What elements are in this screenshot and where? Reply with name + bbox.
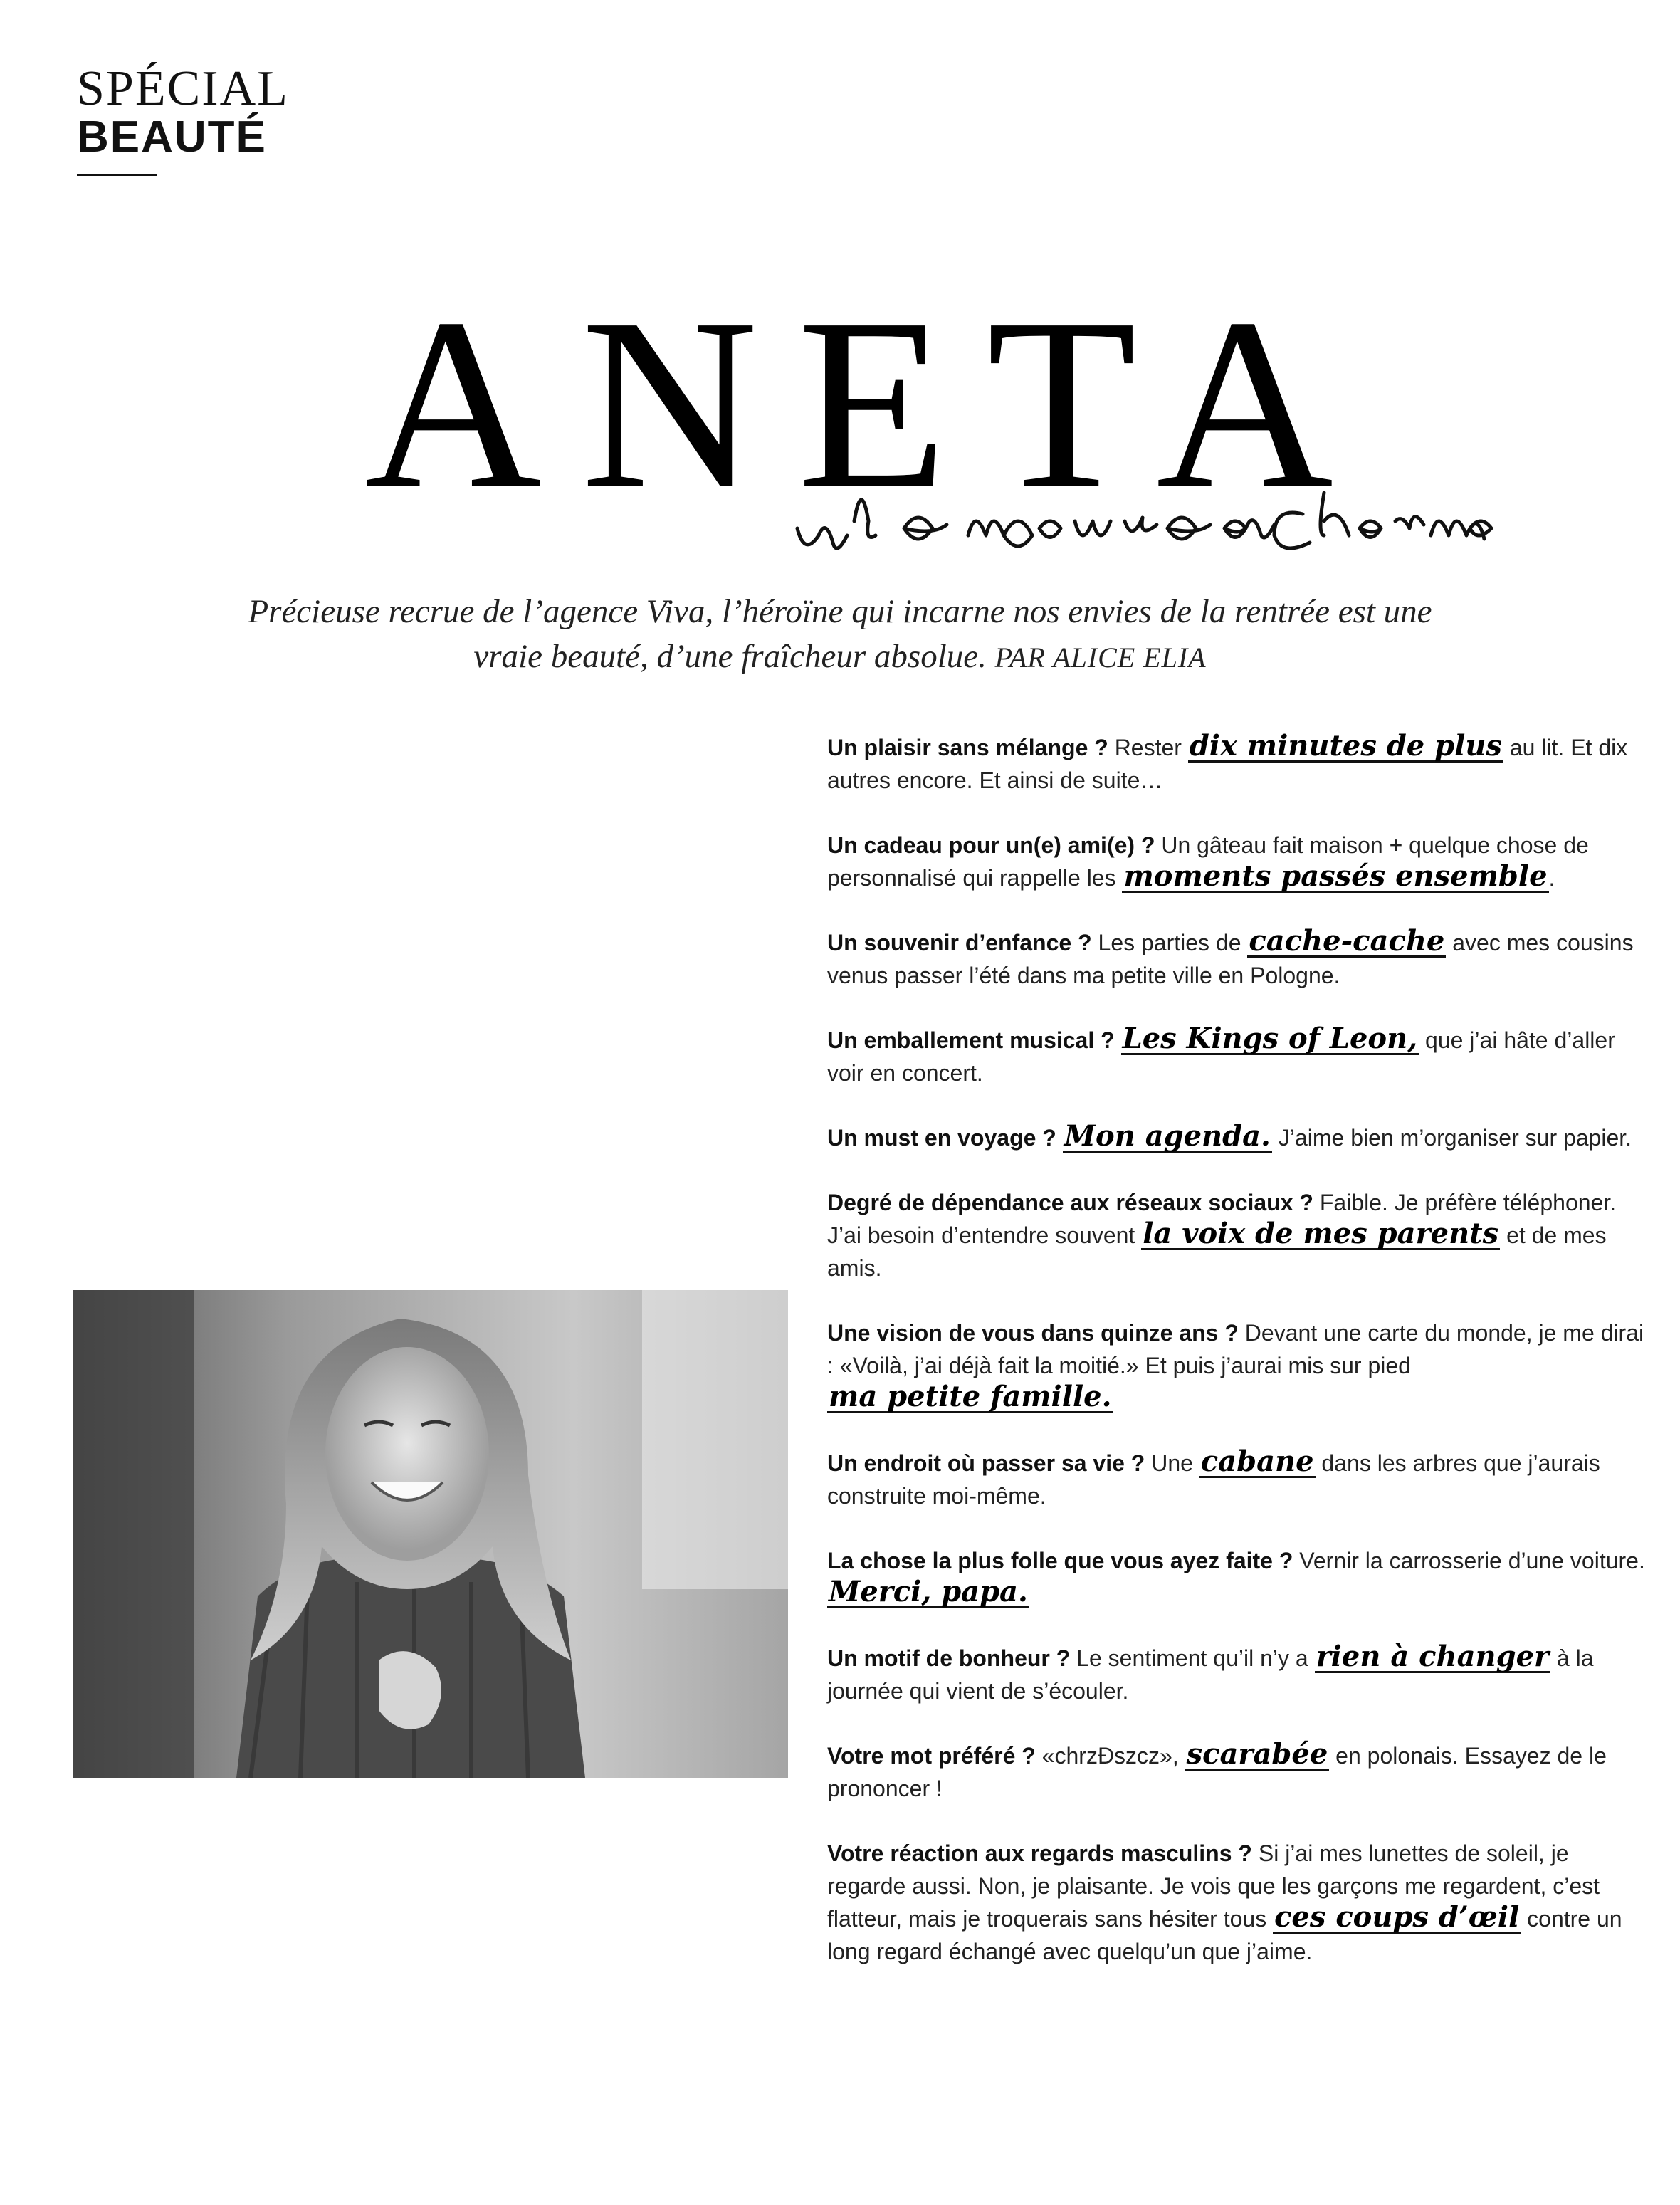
qa-answer-text: Faible. Je préfère téléphoner. J’ai besoin d’entendre souvent [827,1190,1617,1248]
section-label-bottom: BEAUTÉ [77,112,267,162]
qa-answer-text: en polonais. Essayez de le prononcer ! [827,1743,1607,1801]
lede-text: Précieuse recrue de l’agence Viva, l’héroïne qui incarne nos envies de la rentrée est une vraie beauté, d’une fraîcheur absolue. [248,593,1432,675]
qa-question: Un motif de bonheur ? [827,1645,1071,1671]
qa-item [827,1642,1646,1707]
qa-answer-text: contre un long regard échangé avec quelqu’un que j’aime. [827,1906,1622,1964]
qa-answer-highlight: ma petite famille. [829,1380,1112,1413]
qa-question: La chose la plus folle que vous ayez faite ? [827,1548,1293,1573]
qa-answer-text: que j’ai hâte d’aller voir en concert. [827,1027,1615,1086]
qa-answer-text: Vernir la carrosserie d’une voiture. [1299,1548,1645,1573]
qa-answer-text: Une [1151,1450,1199,1476]
qa-answer-text: avec mes cousins venus passer l’été dans ma petite ville en Pologne. [827,930,1634,988]
qa-item [827,1447,1646,1512]
qa-answer-highlight: cache-cache [1249,924,1445,958]
qa-item [827,731,1646,797]
qa-item [827,926,1646,992]
qa-answer-highlight: moments passés ensemble [1123,859,1548,893]
lede [214,590,1466,680]
qa-question: Votre réaction aux regards masculins ? [827,1840,1252,1866]
qa-answer-highlight: la voix de mes parents [1143,1217,1499,1250]
handwritten-subtitle [783,478,1495,578]
qa-answer-highlight: Merci, papa. [829,1575,1028,1608]
qa-item [827,1837,1646,1968]
qa-answer-highlight: Les Kings of Leon, [1122,1022,1418,1055]
qa-answer-highlight: ces coups d’œil [1274,1900,1520,1934]
qa-answer-highlight: dix minutes de plus [1189,729,1502,763]
qa-question: Un souvenir d’enfance ? [827,930,1092,955]
qa-item [827,829,1646,894]
qa-item [827,1186,1646,1284]
qa-answer-text: dans les arbres que j’aurais construite moi-même. [827,1450,1600,1509]
qa-question: Un emballement musical ? [827,1027,1115,1053]
qa-answer-text: Devant une carte du monde, je me dirai : «Voilà, j’ai déjà fait la moitié.» Et puis j’aurai mis sur pied [827,1320,1644,1378]
qa-answer-text: Si j’ai mes lunettes de soleil, je regarde aussi. Non, je plaisante. Je vois que les garçons me regardent, c’est flatteur, mais je troquerais sans hésiter tous [827,1840,1600,1932]
qa-answer-text: à la journée qui vient de s’écouler. [827,1645,1594,1704]
qa-list [827,731,1646,2000]
page-title: ANETA [364,268,1373,540]
qa-item [827,1316,1646,1415]
handwritten-subtitle-text [925,541,1424,542]
qa-question: Votre mot préféré ? [827,1743,1036,1769]
qa-item [827,1024,1646,1089]
qa-answer-text: Les parties de [1098,930,1248,955]
qa-item [827,1739,1646,1805]
qa-question: Degré de dépendance aux réseaux sociaux ? [827,1190,1313,1215]
byline: PAR ALICE ELIA [994,641,1207,674]
qa-item [827,1121,1646,1154]
section-label-top: SPÉCIAL [77,61,289,116]
qa-answer-text: et de mes amis. [827,1222,1607,1281]
qa-question: Un must en voyage ? [827,1125,1056,1151]
qa-question: Une vision de vous dans quinze ans ? [827,1320,1239,1346]
qa-answer-highlight: rien à changer [1316,1640,1550,1673]
qa-answer-highlight: cabane [1200,1445,1314,1478]
qa-item [827,1544,1646,1610]
qa-answer-text: au lit. Et dix autres encore. Et ainsi de suite… [827,735,1628,793]
qa-answer-text: Un gâteau fait maison + quelque chose de personnalisé qui rappelle les [827,832,1589,891]
qa-answer-text: Rester [1114,735,1188,760]
qa-answer-highlight: Mon agenda. [1064,1119,1271,1153]
qa-answer-highlight: scarabée [1186,1737,1328,1771]
qa-answer-text: «chrzÐszcz», [1041,1743,1185,1769]
qa-answer-text: . [1548,865,1555,891]
qa-question: Un plaisir sans mélange ? [827,735,1108,760]
portrait-photo [73,1290,788,1778]
section-rule [77,174,157,176]
qa-answer-text: Le sentiment qu’il n’y a [1076,1645,1315,1671]
qa-question: Un endroit où passer sa vie ? [827,1450,1145,1476]
qa-question: Un cadeau pour un(e) ami(e) ? [827,832,1155,858]
qa-answer-text: J’aime bien m’organiser sur papier. [1271,1125,1632,1151]
